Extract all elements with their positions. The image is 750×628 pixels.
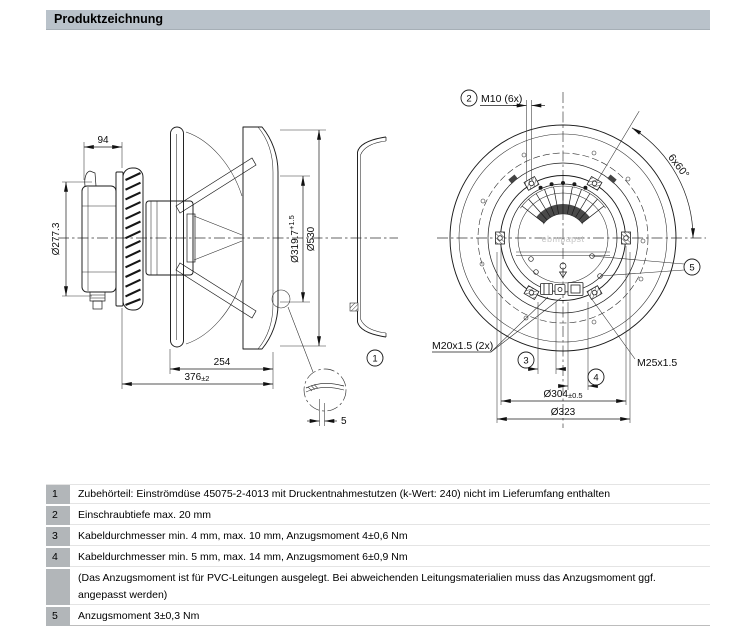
note-text-line2: angepasst werden) — [78, 589, 168, 601]
callout-4: 4 — [593, 372, 599, 384]
note-number — [46, 569, 70, 605]
callout-2: 2 — [466, 93, 472, 105]
dim-254-label: 254 — [213, 357, 231, 368]
note-row-remark — [46, 569, 710, 605]
note-row-2 — [46, 506, 710, 525]
callout-3: 3 — [523, 355, 529, 367]
dim-323-label: Ø323 — [550, 407, 576, 418]
detail-region-circle — [272, 290, 290, 308]
dim-304-label: Ø304±0.5 — [543, 389, 583, 400]
note-number: 4 — [46, 548, 70, 567]
note-text: Kabeldurchmesser min. 5 mm, max. 14 mm, Anzugsmoment 6±0,9 Nm — [70, 548, 710, 567]
angle-label: 6x60° — [665, 151, 692, 181]
note-number: 3 — [46, 527, 70, 546]
dim-5-label: 5 — [341, 416, 347, 427]
m25-label: M25x1.5 — [637, 357, 678, 369]
callout-1 — [367, 350, 383, 366]
label-m10 — [461, 90, 545, 181]
dim-530-label: Ø530 — [306, 226, 317, 252]
dim-319-label: $Ø319.7^{+1.5}$ — [287, 215, 301, 263]
dimension-277 — [51, 182, 92, 296]
label-m20 — [432, 297, 561, 352]
note-number: 1 — [46, 485, 70, 504]
note-text-line1: (Das Anzugsmoment ist für PVC-Leitungen ausgelegt. Bei abweichenden Leitungsmaterialien muss das Anzugsmoment ggf. — [78, 572, 656, 584]
note-row-3 — [46, 527, 710, 546]
brand-logo-text: ebmpapst — [541, 234, 585, 244]
m20-label: M20x1.5 (2x) — [432, 340, 494, 352]
dimension-254 — [170, 349, 273, 389]
m10-label: M10 (6x) — [481, 93, 523, 105]
impeller-blades — [116, 168, 143, 310]
note-row-4 — [46, 548, 710, 567]
note-number: 5 — [46, 607, 70, 626]
note-text: Anzugsmoment 3±0,3 Nm — [70, 607, 710, 626]
inlet-nozzle — [350, 137, 386, 337]
front-view-drawing — [432, 90, 706, 428]
note-text: Einschraubtiefe max. 20 mm — [70, 506, 710, 525]
note-text: Zubehörteil: Einströmdüse 45075-2-4013 mit Druckentnahmestutzen (k-Wert: 240) nicht im Lieferumfang enthalten — [70, 485, 710, 504]
notes-table — [46, 484, 710, 628]
pressure-tap — [350, 303, 358, 311]
dim-94-label: 94 — [97, 135, 109, 146]
dimension-376 — [122, 308, 273, 389]
dim-277-label: Ø277.3 — [51, 222, 62, 256]
dim-376-label: 376±2 — [184, 372, 210, 383]
note-text — [70, 569, 710, 605]
cable-glands — [541, 283, 584, 296]
motor-body — [82, 171, 116, 309]
note-number: 2 — [46, 506, 70, 525]
callout-5 — [592, 256, 700, 276]
page-title: Produktzeichnung — [54, 12, 164, 26]
note-text: Kabeldurchmesser min. 4 mm, max. 10 mm, Anzugsmoment 4±0,6 Nm — [70, 527, 710, 546]
dimension-6x60 — [597, 111, 693, 238]
note-row-1 — [46, 485, 710, 504]
side-view-drawing — [51, 127, 398, 427]
note-row-5 — [46, 607, 710, 626]
svg-text:1: 1 — [372, 353, 378, 365]
detail-view — [288, 307, 347, 427]
svg-text:5: 5 — [689, 262, 695, 274]
